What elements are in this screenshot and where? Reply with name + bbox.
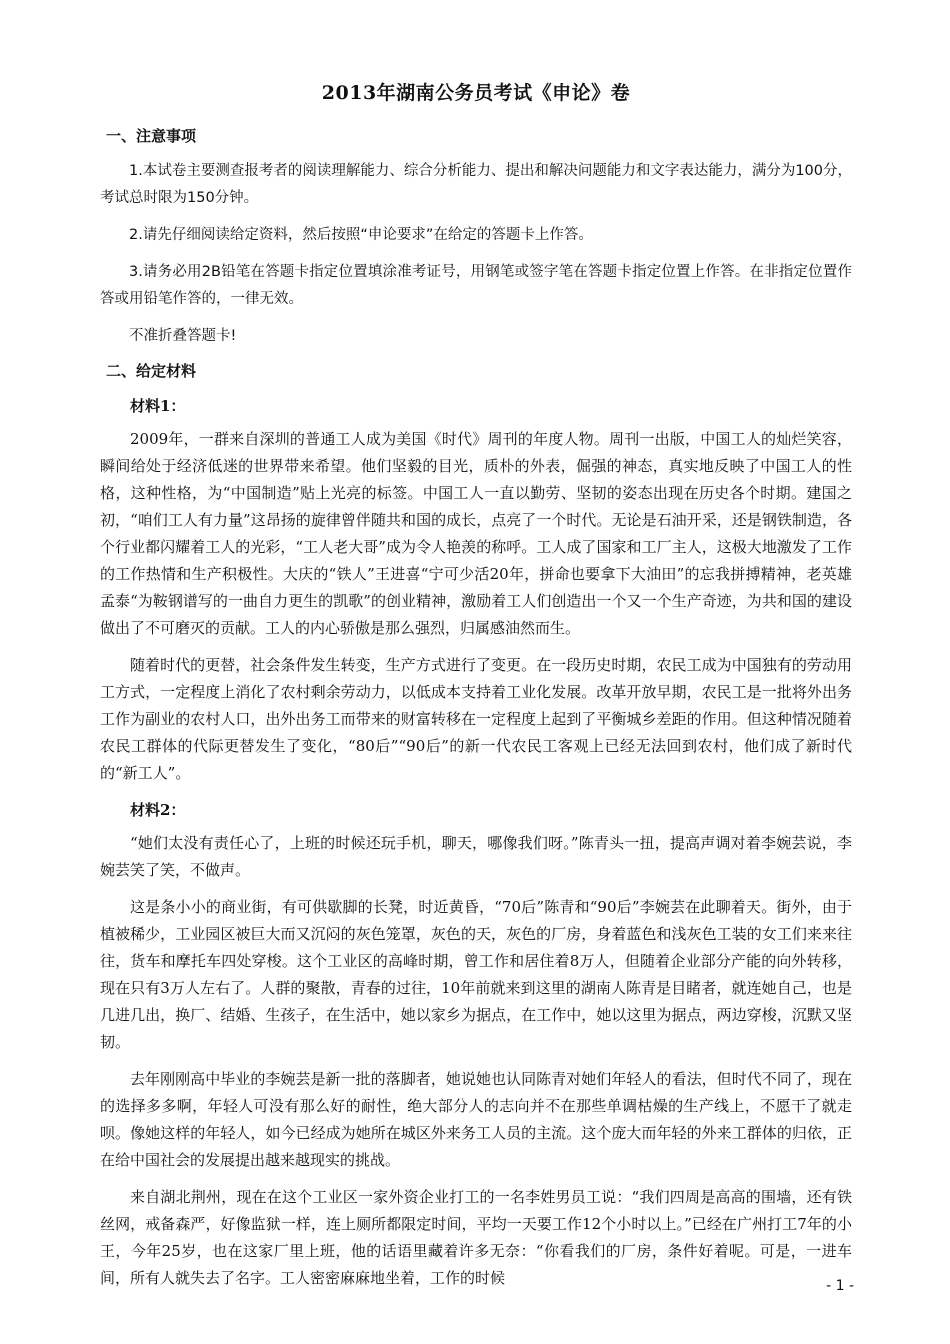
note-1: 1.本试卷主要测查报考者的阅读理解能力、综合分析能力、提出和解决问题能力和文字表达能力，满分为100分，考试总时限为150分钟。 <box>100 163 853 206</box>
note-3: 3.请务必用2B铅笔在答题卡指定位置填涂准考证号，用钢笔或签字笔在答题卡指定位置上作答。在非指定位置作答或用铅笔作答的，一律无效。 <box>100 264 852 307</box>
page-number: - 1 - <box>826 1278 854 1294</box>
document-page <box>100 78 852 1302</box>
material-2-label: 材料2： <box>130 801 186 819</box>
material-2-paragraph: 这是条小小的商业街，有可供歇脚的长凳，时近黄昏，“70后”陈青和“90后”李婉芸在此聊着天。街外，由于植被稀少，工业园区被巨大而又沉闷的灰色笼罩，灰色的天，灰色的厂房，身着蓝色和浅灰色工装的女工们来来往往，货车和摩托车四处穿梭。这个工业区的高峰时期，曾工作和居住着8万人，但随着企业部分产能的向外转移，现在只有3万人左右了。人群的聚散，青春的过往，10年前就来到这里的湖南人陈青是目睹者，就连她自己，也是几进几出，换厂、结婚、生孩子，在生活中，她以家乡为据点，在工作中，她以这里为据点，两边穿梭，沉默又坚韧。 <box>100 898 852 1051</box>
material-1-paragraph: 随着时代的更替，社会条件发生转变，生产方式进行了变更。在一段历史时期，农民工成为中国独有的劳动用工方式，一定程度上消化了农村剩余劳动力，以低成本支持着工业化发展。改革开放早期，农民工是一批将外出务工作为副业的农村人口，出外出务工而带来的财富转移在一定程度上起到了平衡城乡差距的作用。但这种情况随着农民工群体的代际更替发生了变化，“80后”“90后”的新一代农民工客观上已经无法回到农村，他们成了新时代的“新工人”。 <box>100 656 852 782</box>
material-2-paragraph: “她们太没有责任心了，上班的时候还玩手机，聊天，哪像我们呀。”陈青头一扭，提高声调对着李婉芸说，李婉芸笑了笑，不做声。 <box>100 834 852 879</box>
section-heading-materials: 二、给定材料 <box>106 362 197 380</box>
material-2-paragraph: 来自湖北荆州，现在在这个工业区一家外资企业打工的一名李姓男员工说：“我们四周是高高的围墙，还有铁丝网，戒备森严，好像监狱一样，连上厕所都限定时间，平均一天要工作12个小时以上。”已经在广州打工7年的小王，今年25岁，也在这家厂里上班，他的话语里藏着许多无奈：“你看我们的厂房，条件好着呢。可是，一进车间，所有人就失去了名字。工人密密麻麻地坐着，工作的时候 <box>100 1188 852 1287</box>
material-1-label: 材料1： <box>130 397 186 415</box>
material-1-paragraph: 2009年，一群来自深圳的普通工人成为美国《时代》周刊的年度人物。周刊一出版，中国工人的灿烂笑容，瞬间给处于经济低迷的世界带来希望。他们坚毅的目光，质朴的外表，倔强的神态，真实地反映了中国工人的性格，这种性格，为“中国制造”贴上光亮的标签。中国工人一直以勤劳、坚韧的姿态出现在历史各个时期。建国之初，“咱们工人有力量”这昂扬的旋律曾伴随共和国的成长，点亮了一个时代。无论是石油开采，还是钢铁制造，各个行业都闪耀着工人的光彩，“工人老大哥”成为令人艳羡的称呼。工人成了国家和工厂主人，这极大地激发了工作的工作热情和生产积极性。大庆的“铁人”王进喜“宁可少活20年，拼命也要拿下大油田”的忘我拼搏精神，老英雄孟泰“为鞍钢谱写的一曲自力更生的凯歌”的创业精神，激励着工人们创造出一个又一个生产奇迹，为共和国的建设做出了不可磨灭的贡献。工人的内心骄傲是那么强烈，归属感油然而生。 <box>100 430 852 637</box>
section-heading-notes: 一、注意事项 <box>106 127 197 145</box>
material-2-paragraph: 去年刚刚高中毕业的李婉芸是新一批的落脚者，她说她也认同陈青对她们年轻人的看法，但时代不同了，现在的选择多多啊，年轻人可没有那么好的耐性，绝大部分人的志向并不在那些单调枯燥的生产线上，不愿干了就走呗。像她这样的年轻人，如今已经成为她所在城区外来务工人员的主流。这个庞大而年轻的外来工群体的归依，正在给中国社会的发展提出越来越现实的挑战。 <box>100 1070 852 1169</box>
note-4: 不准折叠答题卡! <box>129 328 237 344</box>
page-title: 2013年湖南公务员考试《申论》卷 <box>321 82 631 104</box>
note-2: 2.请先仔细阅读给定资料，然后按照“申论要求”在给定的答题卡上作答。 <box>129 227 593 243</box>
